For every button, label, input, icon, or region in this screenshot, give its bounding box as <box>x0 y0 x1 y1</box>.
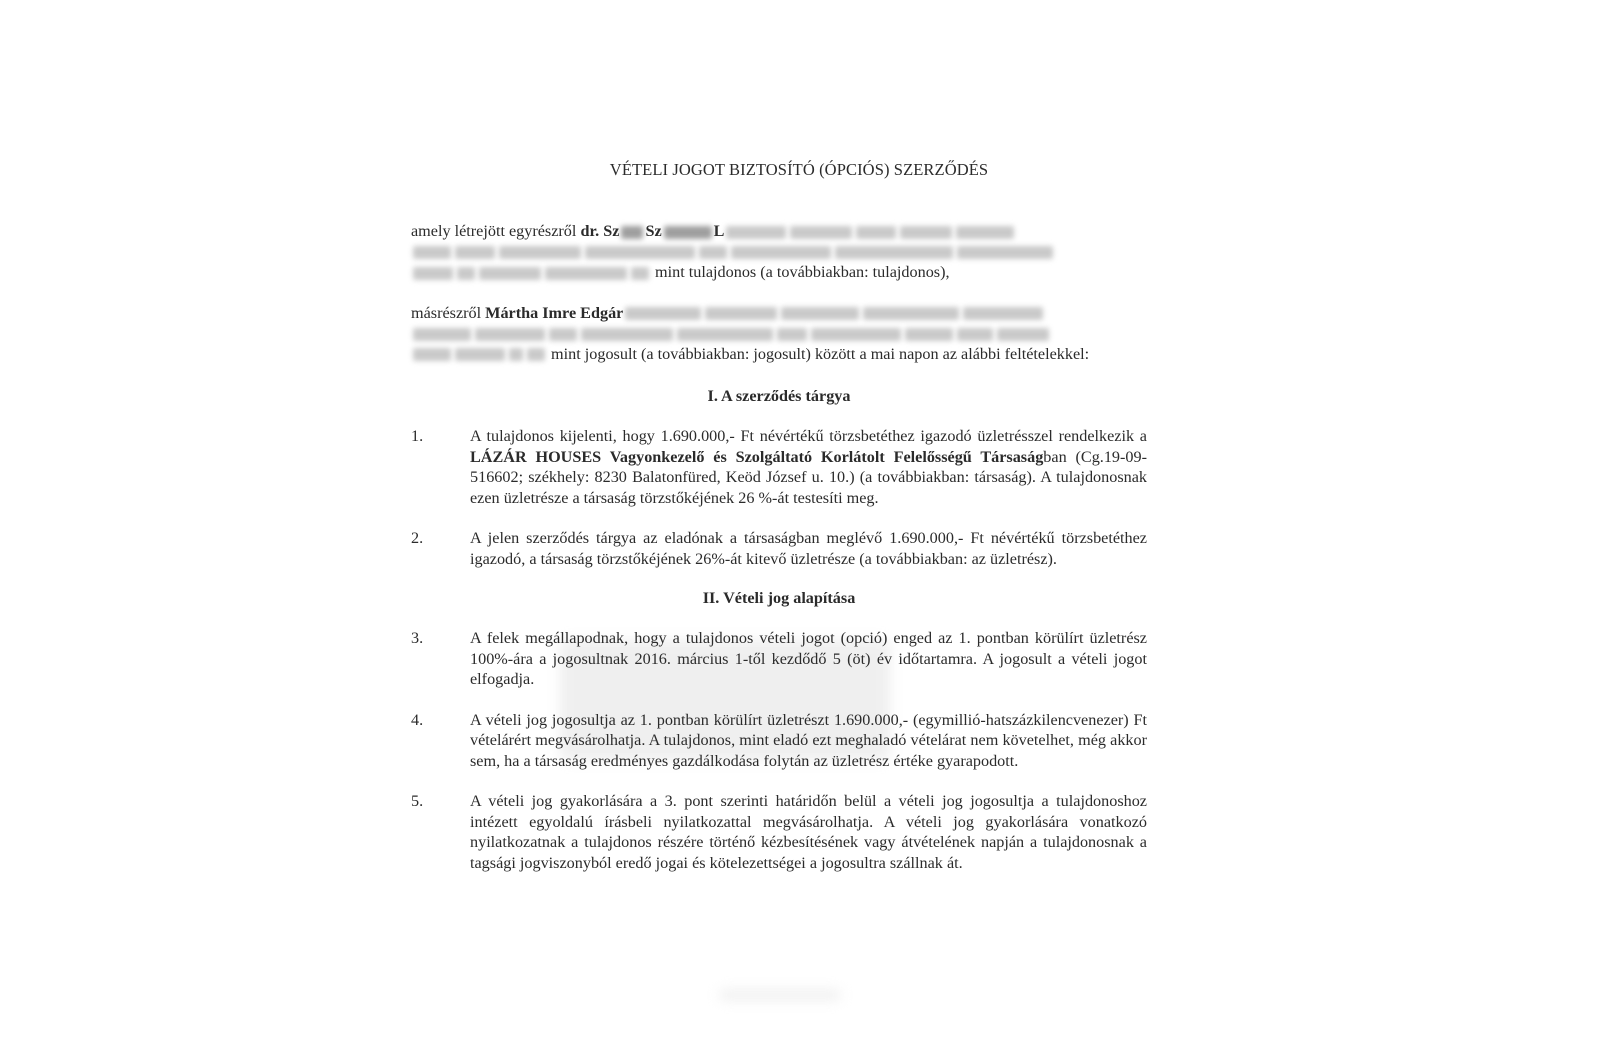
clause-5 <box>411 791 1147 873</box>
redaction-blur <box>549 328 577 341</box>
clause-text: A vételi jog gyakorlására a 3. pont szerinti határidőn belül a vételi jog jogosultja a tulajdonoshoz intézett egyoldalú írásbeli nyilatkozattal megvásárolhatja. A vételi jog gyakorlására vonatkozó nyilatkozatnak a tulajdonos részére történő kézbesítésének vagy átvételének napján a tulajdonosnak a tagsági jogviszonyból eredő jogai és kötelezettségei a jogosultra szállnak át. <box>470 792 1147 872</box>
clause-number: 1. <box>411 427 424 445</box>
redaction-blur <box>957 246 1053 259</box>
clause-text: A jelen szerződés tárgya az eladónak a társaságban meglévő 1.690.000,- Ft névértékű törzsbetéthez igazodó, a társaság törzstőkéjének 26%-át kitevő üzletrésze (a továbbiakban: az üzletrész). <box>470 529 1147 568</box>
redaction-blur <box>413 328 471 341</box>
party-1-name-fragment-2: Sz <box>645 222 662 240</box>
redaction-blur <box>545 267 627 280</box>
redaction-blur <box>963 307 1043 320</box>
clause-number: 3. <box>411 629 424 647</box>
redaction-blur <box>475 328 545 341</box>
redaction-blur <box>835 246 953 259</box>
redaction-blur <box>956 226 1014 239</box>
party-2-intro: másrészről <box>411 303 486 322</box>
redaction-blur <box>479 267 541 280</box>
redaction-blur <box>455 348 505 361</box>
party-1-intro: amely létrejött egyrészről <box>411 222 581 240</box>
redaction-blur <box>581 328 673 341</box>
redaction-blur <box>863 307 959 320</box>
company-name: LÁZÁR HOUSES Vagyonkezelő és Szolgáltató Korlátolt Felelősségű Társaság <box>470 447 1044 466</box>
redaction-blur <box>811 328 901 341</box>
clause-4 <box>411 710 1147 772</box>
redaction-blur <box>781 307 859 320</box>
redaction-blur <box>900 226 952 239</box>
redaction-blur <box>705 307 777 320</box>
redaction-blur <box>664 226 712 239</box>
redaction-blur <box>699 246 727 259</box>
party-1-name-fragment: dr. Sz <box>580 222 620 240</box>
redaction-blur <box>527 348 545 361</box>
party-2-role: mint jogosult (a továbbiakban: jogosult) között a mai napon az alábbi feltételekkel: <box>547 344 1090 363</box>
contract-body <box>411 158 1147 873</box>
redaction-blur <box>625 307 701 320</box>
redaction-blur <box>413 267 453 280</box>
redaction-blur <box>957 328 993 341</box>
clause-1 <box>411 426 1147 508</box>
redaction-blur <box>621 226 643 239</box>
redaction-blur <box>499 246 581 259</box>
redaction-blur <box>677 328 773 341</box>
redaction-blur <box>457 267 475 280</box>
redaction-blur <box>455 246 495 259</box>
redaction-blur <box>585 246 695 259</box>
redaction-blur <box>997 328 1049 341</box>
clause-text <box>470 426 1147 508</box>
redaction-blur <box>905 328 953 341</box>
party-1-name-fragment-3: L <box>713 222 725 240</box>
clause-number: 5. <box>411 792 424 810</box>
redaction-blur <box>790 226 852 239</box>
clause-text: A felek megállapodnak, hogy a tulajdonos vételi jogot (opció) enged az 1. pontban körülírt üzletrész 100%-ára a jogosultnak 2016. március 1-től kezdődő 5 (öt) év időtartamra. A jogosult a vételi jogot elfogadja. <box>470 629 1147 688</box>
redaction-blur <box>726 226 786 239</box>
redaction-blur <box>777 328 807 341</box>
redaction-blur <box>509 348 523 361</box>
clause-3 <box>411 628 1147 690</box>
redaction-blur <box>631 267 649 280</box>
clause-text: A vételi jog jogosultja az 1. pontban körülírt üzletrészt 1.690.000,- (egymillió-hatszázkilencvenezer) Ft vételárért megvásárolhatja. A tulajdonos, mint eladó ezt meghaladó vételárat nem követelhet, még akkor sem, ha a társaság eredményes gazdálkodása folytán az üzletrész értéke gyarapodott. <box>470 710 1147 770</box>
document-title: VÉTELI JOGOT BIZTOSÍTÓ (ÓPCIÓS) SZERZŐDÉS <box>609 160 989 179</box>
clause-number: 2. <box>411 529 424 547</box>
clause-text-part: A tulajdonos kijelenti, hogy 1.690.000,- Ft névértékű törzsbetéthez igazodó üzletrésszel rendelkezik a <box>470 427 1147 445</box>
redaction-blur <box>731 246 831 259</box>
party-2-name: Mártha Imre Edgár <box>485 303 624 322</box>
scan-smudge <box>720 990 840 1000</box>
redaction-blur <box>413 246 451 259</box>
clause-2 <box>411 528 1147 569</box>
section-heading-1: I. A szerződés tárgya <box>707 387 851 405</box>
clause-number: 4. <box>411 710 424 729</box>
redaction-blur <box>856 226 896 239</box>
clause-text-part: ban (Cg.19-09-516602; székhely: 8230 Balatonfüred, Keöd József u. 10.) (a továbbiakban: társaság). A tulajdonosnak ezen üzletrésze a társaság törzstőkéjének 26 %-át testesíti meg. <box>470 447 1147 507</box>
party-1-role: mint tulajdonos (a továbbiakban: tulajdonos), <box>651 263 950 281</box>
party-1-paragraph <box>411 221 1147 283</box>
party-2-paragraph <box>411 303 1147 365</box>
redaction-blur <box>413 348 451 361</box>
section-heading-2: II. Vételi jog alapítása <box>702 589 856 607</box>
